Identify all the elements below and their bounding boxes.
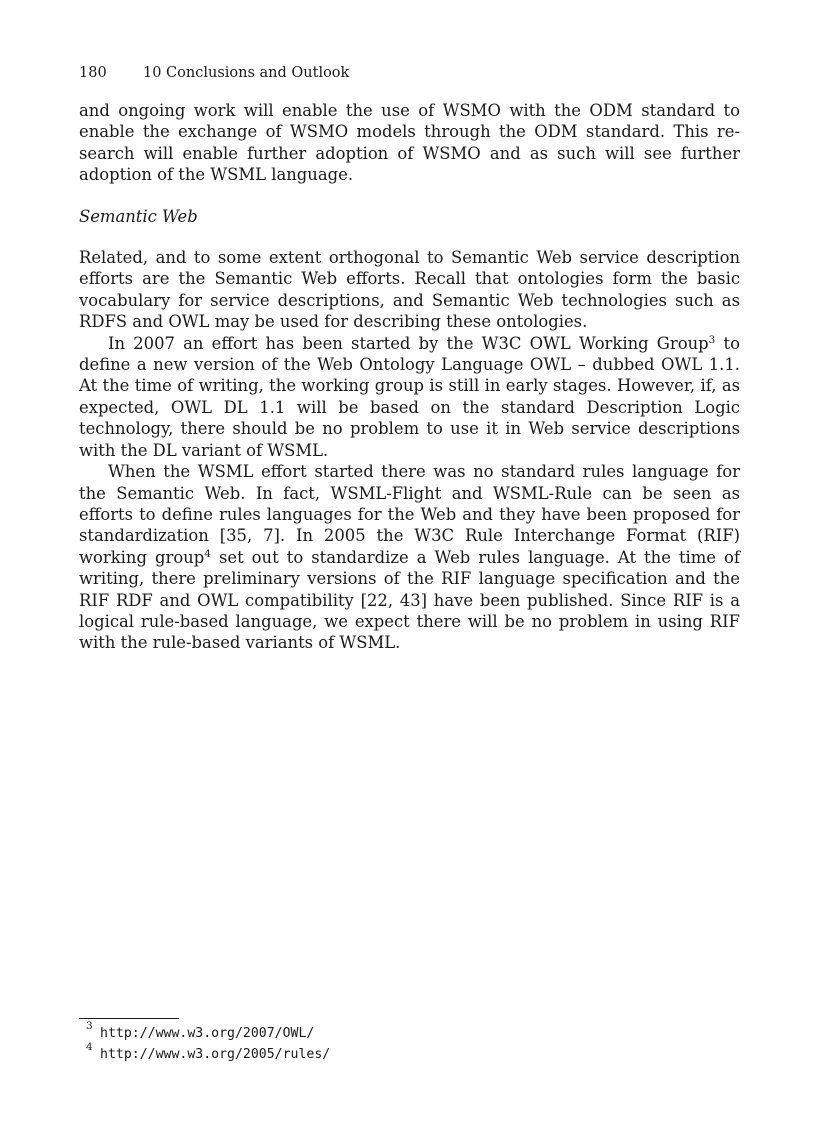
paragraph-owl	[79, 333, 740, 461]
paragraph-owl-text-b: to define a new version of the Web Ontology Language OWL – dubbed OWL 1.1. At the time of writing, the working group is still in early stages. However, if, as expected, OWL DL 1.1 will be based on the standard Description Logic technology, there should be no problem to use it in Web service descriptions with the DL variant of WSML.	[79, 333, 740, 460]
footnote-mark: 4	[86, 1041, 93, 1053]
footnote-url[interactable]: http://www.w3.org/2007/OWL/	[100, 1026, 315, 1041]
paragraph-owl-text-a: In 2007 an effort has been started by the W3C OWL Working Group	[108, 333, 709, 353]
running-header	[79, 64, 349, 82]
footnotes	[79, 1020, 740, 1065]
footnote-ref-3: 3	[708, 333, 716, 346]
section-heading: Semantic Web	[79, 206, 198, 226]
footnote-ref-4: 4	[204, 547, 211, 560]
chapter-title: 10 Conclusions and Outlook	[143, 65, 350, 81]
footnote-3	[79, 1020, 740, 1044]
footnote-mark: 3	[86, 1020, 93, 1032]
footnote-url[interactable]: http://www.w3.org/2005/rules/	[100, 1047, 331, 1062]
paragraph-semantic-web: Related, and to some extent orthogonal to Semantic Web service description efforts are the Semantic Web efforts. Recall that ontologies form the basic vocabulary for service descriptions, and Semantic Web technologies such as RDFS and OWL may be used for describing these ontologies.	[79, 248, 740, 332]
page-number: 180	[79, 65, 107, 81]
paragraph-rif	[79, 461, 740, 654]
paragraph-rif-text-b: set out to standardize a Web rules language. At the time of writing, there preliminary versions of the RIF language specification and the RIF RDF and OWL compatibility [22, 43] have been published. Since RIF is a logical rule-based language, we expect there will be no problem in using RIF with the rule-based variants of WSML.	[79, 547, 740, 653]
paragraph-odm: and ongoing work will enable the use of WSMO with the ODM standard to enable the exchange of WSMO models through the ODM standard. This research will enable further adoption of WSMO and as such will see further adoption of the WSML language.	[79, 101, 740, 185]
footnote-divider	[79, 1018, 179, 1019]
main-text	[79, 100, 740, 654]
footnote-4	[79, 1041, 740, 1065]
paragraph-rif-text-a: When the WSML effort started there was no standard rules language for the Semantic Web. In fact, WSML-Flight and WSML-Rule can be seen as efforts to define rules languages for the Web and they have been proposed for standardization [35, 7]. In 2005 the W3C Rule Interchange Format (RIF) working group	[79, 462, 740, 567]
